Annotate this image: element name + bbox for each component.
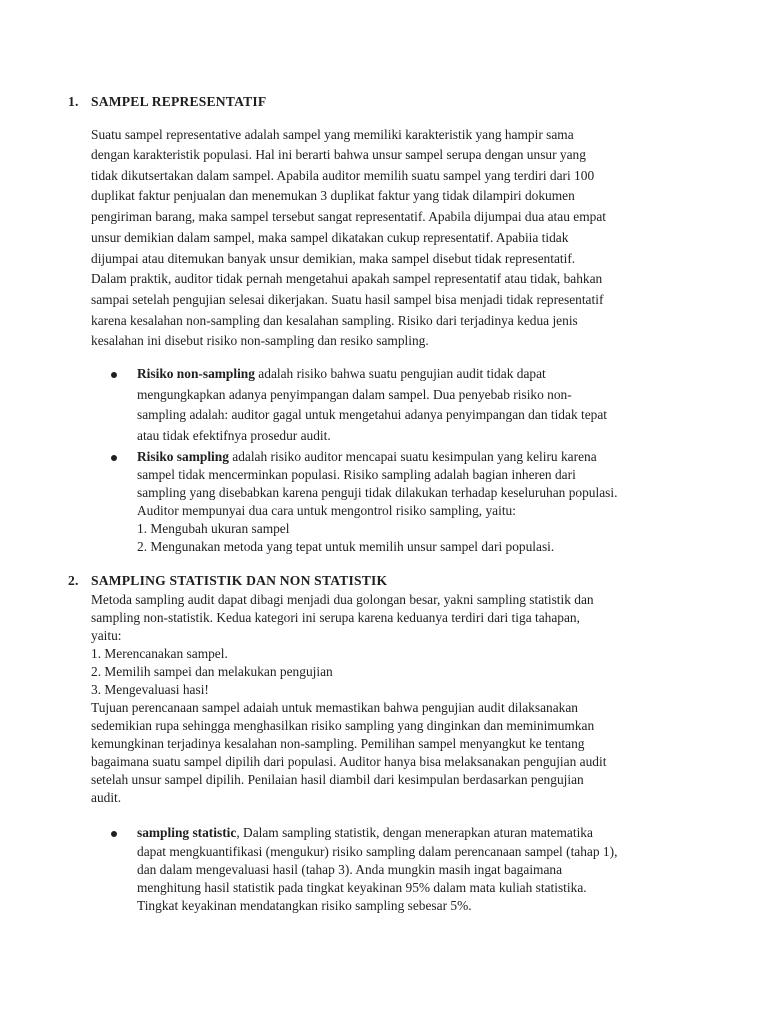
paragraph-line: pengiriman barang, maka sampel tersebut sangat representatif. Apabila dijumpai dua atau empat: [91, 209, 606, 224]
bullet-line: Auditor mempunyai dua cara untuk mengontrol risiko sampling, yaitu:: [137, 503, 516, 518]
bullet-line: atau tidak efektifnya prosedur audit.: [137, 428, 331, 443]
paragraph-line: sampling non-statistik. Kedua kategori ini serupa karena keduanya terdiri dari tiga tahapan,: [91, 610, 580, 625]
paragraph-line: 1. Merencanakan sampel.: [91, 646, 228, 661]
bullet-dot: [111, 455, 117, 461]
bullet-line: menghitung hasil statistik pada tingkat keyakinan 95% dalam mata kuliah statistika.: [137, 880, 587, 895]
paragraph-line: Dalam praktik, auditor tidak pernah mengetahui apakah sampel representatif atau tidak, bahkan: [91, 271, 603, 286]
paragraph-line: karena kesalahan non-sampling dan kesalahan sampling. Risiko dari terjadinya kedua jenis: [91, 313, 578, 328]
bullet-text: , Dalam sampling statistik, dengan menerapkan aturan matematika: [236, 825, 593, 840]
bullet-line: 2. Mengunakan metoda yang tepat untuk memilih unsur sampel dari populasi.: [137, 539, 555, 554]
paragraph-line: dengan karakteristik populasi. Hal ini berarti bahwa unsur sampel serupa dengan unsur yang: [91, 147, 586, 162]
section-2-title: SAMPLING STATISTIK DAN NON STATISTIK: [91, 573, 388, 588]
bullet-line: sampling adalah: auditor gagal untuk mengetahui adanya penyimpangan dan tidak tepat: [137, 407, 608, 422]
paragraph-line: setelah unsur sampel dipilih. Penilaian hasil diambil dari kesimpulan berdasarkan pengujian: [91, 772, 584, 787]
paragraph-line: kemungkinan terjadinya kesalahan non-sampling. Pemilihan sampel menyangkut ke tentang: [91, 736, 585, 751]
paragraph-line: Metoda sampling audit dapat dibagi menjadi dua golongan besar, yakni sampling statistik dan: [91, 592, 594, 607]
bullet-line: Tingkat keyakinan mendatangkan risiko sampling sebesar 5%.: [137, 898, 472, 913]
section-1-title: SAMPEL REPRESENTATIF: [91, 94, 267, 109]
paragraph-line: duplikat faktur penjualan dan menemukan 3 duplikat faktur yang tidak dilampiri dokumen: [91, 188, 575, 203]
bullet-dot: [111, 831, 117, 837]
bullet-first-line: [137, 447, 597, 467]
bullet-line: dan dalam mengevaluasi hasil (tahap 3). Anda mungkin masih ingat bagaimana: [137, 862, 563, 877]
bullet-term: sampling statistic: [137, 825, 237, 840]
paragraph-line: tidak dikutsertakan dalam sampel. Apabila auditor memilih suatu sampel yang terdiri dari 100: [91, 168, 595, 183]
paragraph-line: 3. Mengevaluasi hasi!: [91, 682, 209, 697]
bullet-line: dapat mengkuantifikasi (mengukur) risiko sampling dalam perencanaan sampel (tahap 1),: [137, 844, 618, 859]
bullet-line: sampel tidak mencerminkan populasi. Risiko sampling adalah bagian inheren dari: [137, 467, 576, 482]
paragraph-line: Tujuan perencanaan sampel adaiah untuk memastikan bahwa pengujian audit dilaksanakan: [91, 700, 578, 715]
bullet-dot: [111, 372, 117, 378]
paragraph-line: yaitu:: [91, 628, 122, 643]
bullet-line: mengungkapkan adanya penyimpangan dalam sampel. Dua penyebab risiko non-: [137, 387, 572, 402]
paragraph-line: bagaimana suatu sampel dipilih dari populasi. Auditor hanya bisa melaksanakan pengujian audit: [91, 754, 607, 769]
bullet-text: adalah risiko auditor mencapai suatu kesimpulan yang keliru karena: [228, 449, 597, 464]
bullet-first-line: [137, 364, 546, 384]
paragraph-line: dijumpai atau ditemukan banyak unsur demikian, maka sampel disebut tidak representatif.: [91, 251, 576, 266]
paragraph-line: Suatu sampel representative adalah sampel yang memiliki karakteristik yang hampir sama: [91, 127, 574, 142]
paragraph-line: unsur demikian dalam sampel, maka sampel dikatakan cukup representatif. Apabiia tidak: [91, 230, 569, 245]
section-2-number: 2.: [68, 573, 79, 588]
paragraph-line: kesalahan ini disebut risiko non-sampling dan resiko sampling.: [91, 333, 429, 348]
paragraph-line: audit.: [91, 790, 122, 805]
bullet-line: sampling yang disebabkan karena penguji tidak dilakukan terhadap keseluruhan populasi.: [137, 485, 618, 500]
section-1-number: 1.: [68, 94, 79, 109]
section-1-heading: [68, 94, 266, 110]
bullet-text: adalah risiko bahwa suatu pengujian audit tidak dapat: [254, 366, 546, 381]
paragraph-line: sedemikian rupa sehingga menghasilkan risiko sampling yang dinginkan dan meminimumkan: [91, 718, 595, 733]
bullet-term: Risiko non-sampling: [137, 366, 255, 381]
paragraph-line: sampai setelah pengujian selesai dikerjakan. Suatu hasil sampel bisa menjadi tidak representatif: [91, 292, 604, 307]
bullet-term: Risiko sampling: [137, 449, 229, 464]
bullet-line: 1. Mengubah ukuran sampel: [137, 521, 290, 536]
paragraph-line: 2. Memilih sampei dan melakukan pengujian: [91, 664, 333, 679]
section-2-heading: [68, 573, 387, 589]
bullet-first-line: [137, 823, 593, 843]
